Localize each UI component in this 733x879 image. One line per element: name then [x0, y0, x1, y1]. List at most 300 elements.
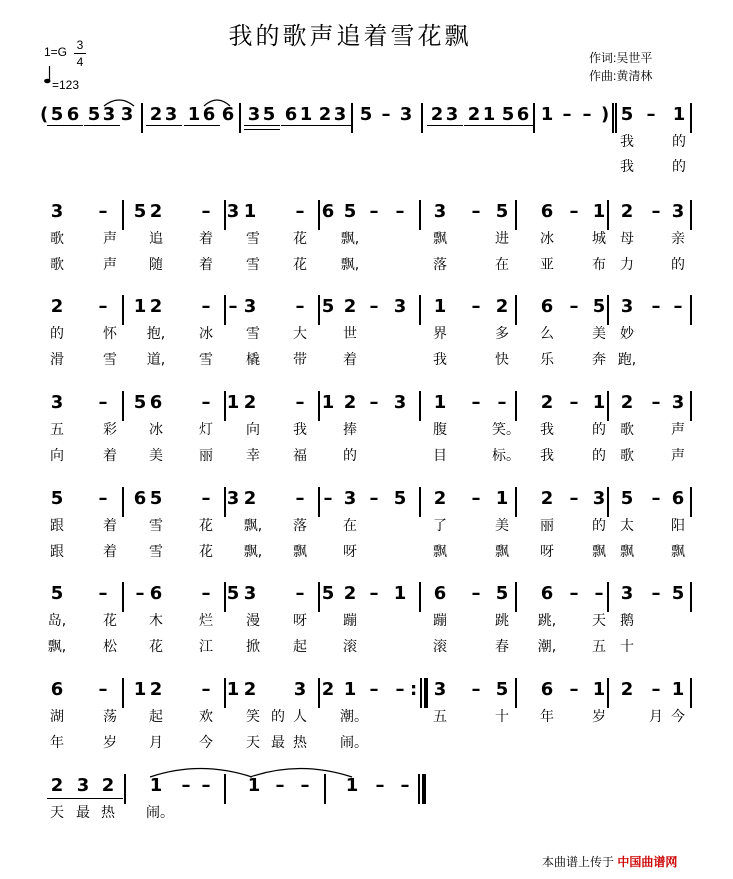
lyric: 最 [271, 735, 285, 751]
dash: – [395, 201, 405, 222]
lyric: 雪 [246, 231, 260, 247]
lyric: 岛, [47, 613, 67, 629]
lyric: 花 [199, 518, 213, 534]
lyric: 冰 [149, 422, 163, 438]
lyric: 飘 [620, 544, 634, 560]
underline [244, 125, 280, 126]
note: 2 [540, 392, 554, 413]
lyric: 漫 [246, 613, 260, 629]
lyric: 在 [495, 257, 509, 273]
lyric: 雪 [246, 326, 260, 342]
dash: – [275, 775, 285, 796]
lyric: 跟 [50, 544, 64, 560]
lyric: 冰 [540, 231, 554, 247]
note: 1 [433, 392, 447, 413]
barline [419, 487, 421, 517]
lyric: 我 [540, 448, 554, 464]
lyric: 五 [50, 422, 64, 438]
note: 3 [243, 583, 257, 604]
note: 5 [592, 296, 606, 317]
underline [184, 125, 220, 126]
lyric: 笑 [246, 709, 260, 725]
lyric: 丽 [540, 518, 554, 534]
lyric: 太 [620, 518, 634, 534]
lyric: 落 [433, 257, 447, 273]
dash: – [181, 775, 191, 796]
lyric: 飘 [495, 544, 509, 560]
lyric: 滚 [343, 639, 357, 655]
lyric: 幸 [246, 448, 260, 464]
barline [419, 295, 421, 325]
lyric: 亲 [671, 231, 685, 247]
lyric: 的 [592, 422, 606, 438]
lyric: 飘 [592, 544, 606, 560]
note: 5 [495, 201, 509, 222]
lyric: 美 [149, 448, 163, 464]
note: 2 [50, 775, 64, 796]
note: 3 [393, 296, 407, 317]
dash: – [369, 392, 379, 413]
note: 3 [343, 488, 357, 509]
note: 5 [50, 583, 64, 604]
lyric: 亚 [540, 257, 554, 273]
dash: – [400, 775, 410, 796]
footer [542, 853, 677, 870]
dash: – [569, 201, 579, 222]
lyric: 烂 [199, 613, 213, 629]
lyric: 松 [103, 639, 117, 655]
lyric: 蹦 [343, 613, 357, 629]
underline [84, 125, 120, 126]
dash: – [295, 201, 305, 222]
lyric: 花 [149, 639, 163, 655]
barline [515, 678, 517, 708]
note: 1 [540, 104, 554, 125]
close-bracket: ) [601, 104, 610, 125]
lyric: 岁 [103, 735, 117, 751]
lyric: 人 [293, 709, 307, 725]
underline [281, 125, 317, 126]
lyric: 了 [433, 518, 447, 534]
barline [318, 200, 320, 230]
note: 1 [672, 104, 686, 125]
barline [224, 582, 226, 612]
lyric: 江 [199, 639, 213, 655]
note: 1 [149, 775, 163, 796]
lyric: 城 [592, 231, 606, 247]
lyric: 追 [149, 231, 163, 247]
lyric: 怀 [103, 326, 117, 342]
site-brand: 中国曲谱网 [617, 855, 678, 869]
barline [515, 582, 517, 612]
note: 6 [284, 104, 298, 125]
underline [498, 125, 534, 126]
note: 2 [620, 201, 634, 222]
barline [318, 582, 320, 612]
dash: – [395, 679, 405, 700]
note: 1 [133, 679, 147, 700]
barline [224, 200, 226, 230]
lyric: 笑。 [492, 422, 520, 438]
note: 6 [321, 201, 335, 222]
lyric: 起 [149, 709, 163, 725]
lyric: 母 [620, 231, 634, 247]
lyric: 热 [293, 735, 307, 751]
dash: – [201, 488, 211, 509]
note: 3 [164, 104, 178, 125]
lyric: 腹 [433, 422, 447, 438]
lyricist-credit: 作词:吴世平 [589, 51, 653, 65]
dash: – [651, 488, 661, 509]
note: 5 [620, 488, 634, 509]
lyric: 歌 [50, 231, 64, 247]
dash: – [651, 583, 661, 604]
note: 1 [433, 296, 447, 317]
lyric: 岁 [592, 709, 606, 725]
dash: – [471, 488, 481, 509]
lyric: 跟 [50, 518, 64, 534]
lyric: 在 [343, 518, 357, 534]
note: 5 [133, 201, 147, 222]
note: 2 [243, 392, 257, 413]
page-title: 我的歌声追着雪花飘 [228, 22, 472, 50]
repeat-dots: : [410, 679, 418, 700]
lyric: 抱, [146, 326, 166, 342]
note: 1 [482, 104, 496, 125]
lyric: 飘 [433, 544, 447, 560]
lyric: 道, [146, 352, 166, 368]
note: 3 [671, 392, 685, 413]
note: 3 [445, 104, 459, 125]
note: 1 [321, 392, 335, 413]
tempo-marking: =123 [52, 78, 80, 92]
repeat-barline [424, 678, 428, 708]
lyric: 十 [620, 639, 634, 655]
lyric: 今 [671, 709, 685, 725]
note: 5 [501, 104, 515, 125]
lyric: 呀 [343, 544, 357, 560]
barline [418, 774, 420, 804]
note: 6 [540, 679, 554, 700]
lyric: 热 [101, 805, 115, 821]
lyric: 我 [620, 134, 634, 150]
note: 5 [620, 104, 634, 125]
lyric: 呀 [293, 613, 307, 629]
lyric: 天 [592, 613, 606, 629]
lyric: 雪 [199, 352, 213, 368]
lyric: 奔 [592, 352, 606, 368]
composer-credit: 作曲:黄清林 [589, 69, 653, 83]
note: 6 [433, 583, 447, 604]
note: 5 [226, 583, 240, 604]
barline [122, 487, 124, 517]
lyric: 彩 [103, 422, 117, 438]
dash: – [295, 392, 305, 413]
note: 3 [433, 201, 447, 222]
lyric: 飘, [47, 639, 67, 655]
lyric: 带 [293, 352, 307, 368]
dash: – [98, 392, 108, 413]
lyric: 五 [433, 709, 447, 725]
lyric: 年 [50, 735, 64, 751]
lyric: 美 [495, 518, 509, 534]
lyric: 的 [672, 134, 686, 150]
note: 3 [226, 488, 240, 509]
lyric: 目 [433, 448, 447, 464]
lyric: 歌 [620, 422, 634, 438]
lyric: 湖 [50, 709, 64, 725]
lyric: 闹。 [146, 805, 174, 821]
lyric: 着 [199, 257, 213, 273]
dash: – [201, 392, 211, 413]
final-barline [422, 774, 426, 804]
lyric: 飘 [671, 544, 685, 560]
note: 6 [221, 104, 235, 125]
note: 5 [671, 583, 685, 604]
lyric: 着 [343, 352, 357, 368]
note: 2 [343, 583, 357, 604]
note: 6 [202, 104, 216, 125]
lyric: 我 [293, 422, 307, 438]
dash: – [375, 775, 385, 796]
note: 1 [671, 679, 685, 700]
barline [690, 678, 692, 708]
note: 1 [226, 392, 240, 413]
lyric: 十 [495, 709, 509, 725]
lyric: 的 [50, 326, 64, 342]
dash: – [201, 583, 211, 604]
time-signature-top: 3 [76, 38, 84, 52]
note: 2 [243, 679, 257, 700]
note: 2 [495, 296, 509, 317]
lyric: 乐 [540, 352, 554, 368]
dash: – [201, 679, 211, 700]
note: 1 [187, 104, 201, 125]
dash: – [471, 201, 481, 222]
barline [122, 295, 124, 325]
dash: – [594, 583, 604, 604]
lyric: 么 [540, 326, 554, 342]
note: 6 [540, 296, 554, 317]
note: 1 [247, 775, 261, 796]
dash: – [369, 583, 379, 604]
lyric: 落 [293, 518, 307, 534]
lyric: 飘 [433, 231, 447, 247]
score-row [0, 774, 733, 804]
note: 3 [76, 775, 90, 796]
lyric: 年 [540, 709, 554, 725]
barline [607, 200, 609, 230]
lyric: 的 [271, 709, 285, 725]
dash: – [651, 296, 661, 317]
lyric: 着 [103, 448, 117, 464]
lyric: 雪 [103, 352, 117, 368]
lyric: 声 [671, 422, 685, 438]
dash: – [569, 679, 579, 700]
dash: – [201, 775, 211, 796]
barline [324, 774, 326, 804]
barline [690, 295, 692, 325]
barline [607, 295, 609, 325]
underline [146, 125, 182, 126]
time-signature-bottom: 4 [76, 55, 84, 69]
dash: – [497, 392, 507, 413]
note: 2 [149, 679, 163, 700]
note: 6 [133, 488, 147, 509]
barline [224, 678, 226, 708]
dash: – [369, 679, 379, 700]
lyric: 天 [50, 805, 64, 821]
dash: – [569, 488, 579, 509]
lyric: 随 [149, 257, 163, 273]
note: 2 [433, 488, 447, 509]
barline [122, 678, 124, 708]
barline [690, 391, 692, 421]
lyric: 歌 [50, 257, 64, 273]
note: 2 [343, 296, 357, 317]
note: 1 [226, 679, 240, 700]
lyric: 起 [293, 639, 307, 655]
note: 1 [243, 201, 257, 222]
note: 6 [66, 104, 80, 125]
note: 2 [620, 679, 634, 700]
barline [224, 774, 226, 804]
note: 5 [87, 104, 101, 125]
note: 2 [149, 296, 163, 317]
dash: – [323, 488, 333, 509]
lyric: 进 [495, 231, 509, 247]
note: 3 [50, 392, 64, 413]
lyric: 跳 [495, 613, 509, 629]
dash: – [651, 392, 661, 413]
barline [224, 295, 226, 325]
note: 2 [50, 296, 64, 317]
lyric: 向 [50, 448, 64, 464]
dash: – [471, 583, 481, 604]
lyric: 花 [103, 613, 117, 629]
note: 2 [430, 104, 444, 125]
lyric: 飘, [340, 231, 360, 247]
lyric: 潮, [537, 639, 557, 655]
key-signature: 1=G [44, 45, 68, 59]
lyric: 歌 [620, 448, 634, 464]
dash: – [98, 488, 108, 509]
lyric: 捧 [343, 422, 357, 438]
lyric: 滑 [50, 352, 64, 368]
dash: – [98, 583, 108, 604]
dash: – [582, 104, 592, 125]
barline [607, 487, 609, 517]
intro-row [0, 103, 733, 133]
dash: – [381, 104, 391, 125]
note: 2 [343, 392, 357, 413]
note: 2 [101, 775, 115, 796]
score-row [0, 678, 733, 708]
note: 2 [467, 104, 481, 125]
note: 5 [393, 488, 407, 509]
note: 5 [321, 583, 335, 604]
lyric: 阳 [671, 518, 685, 534]
note: 1 [299, 104, 313, 125]
lyric: 声 [103, 231, 117, 247]
note: 6 [516, 104, 530, 125]
note: 3 [620, 296, 634, 317]
lyric: 花 [199, 544, 213, 560]
barline [318, 295, 320, 325]
lyric: 潮。 [340, 709, 368, 725]
lyric: 闹。 [340, 735, 368, 751]
barline [420, 678, 422, 708]
note: 3 [226, 201, 240, 222]
tie [148, 764, 258, 778]
lyric: 我 [620, 159, 634, 175]
barline [419, 391, 421, 421]
note: 6 [540, 583, 554, 604]
time-signature-divider [74, 53, 86, 54]
dash: – [369, 488, 379, 509]
barline [419, 582, 421, 612]
lyric: 今 [199, 735, 213, 751]
note: 3 [293, 679, 307, 700]
note: 1 [592, 392, 606, 413]
note: 3 [247, 104, 261, 125]
barline [690, 200, 692, 230]
lyric: 大 [293, 326, 307, 342]
lyric: 的 [592, 518, 606, 534]
lyric: 向 [246, 422, 260, 438]
lyric: 木 [149, 613, 163, 629]
lyric: 声 [671, 448, 685, 464]
note: 5 [343, 201, 357, 222]
lyric: 快 [495, 352, 509, 368]
note: 3 [50, 201, 64, 222]
dash: – [369, 201, 379, 222]
lyric: 冰 [199, 326, 213, 342]
lyric: 世 [343, 326, 357, 342]
barline [318, 678, 320, 708]
barline [607, 582, 609, 612]
barline [607, 678, 609, 708]
lyric: 花 [293, 257, 307, 273]
note: 1 [345, 775, 359, 796]
underline [427, 125, 463, 126]
note: 6 [149, 392, 163, 413]
barline [122, 582, 124, 612]
barline [607, 391, 609, 421]
barline [122, 200, 124, 230]
note: 2 [318, 104, 332, 125]
lyric: 雪 [149, 518, 163, 534]
note: 3 [333, 104, 347, 125]
dash: – [569, 296, 579, 317]
note: 6 [149, 583, 163, 604]
barline [124, 774, 126, 804]
barline [690, 582, 692, 612]
note: 1 [133, 296, 147, 317]
barline [224, 487, 226, 517]
lyric: 的 [592, 448, 606, 464]
lyric: 滚 [433, 639, 447, 655]
dash: – [569, 392, 579, 413]
lyric: 的 [671, 257, 685, 273]
note: 1 [592, 201, 606, 222]
lyric: 蹦 [433, 613, 447, 629]
score-row [0, 582, 733, 612]
lyric: 最 [76, 805, 90, 821]
dash: – [673, 296, 683, 317]
dash: – [98, 679, 108, 700]
underline [244, 129, 280, 130]
